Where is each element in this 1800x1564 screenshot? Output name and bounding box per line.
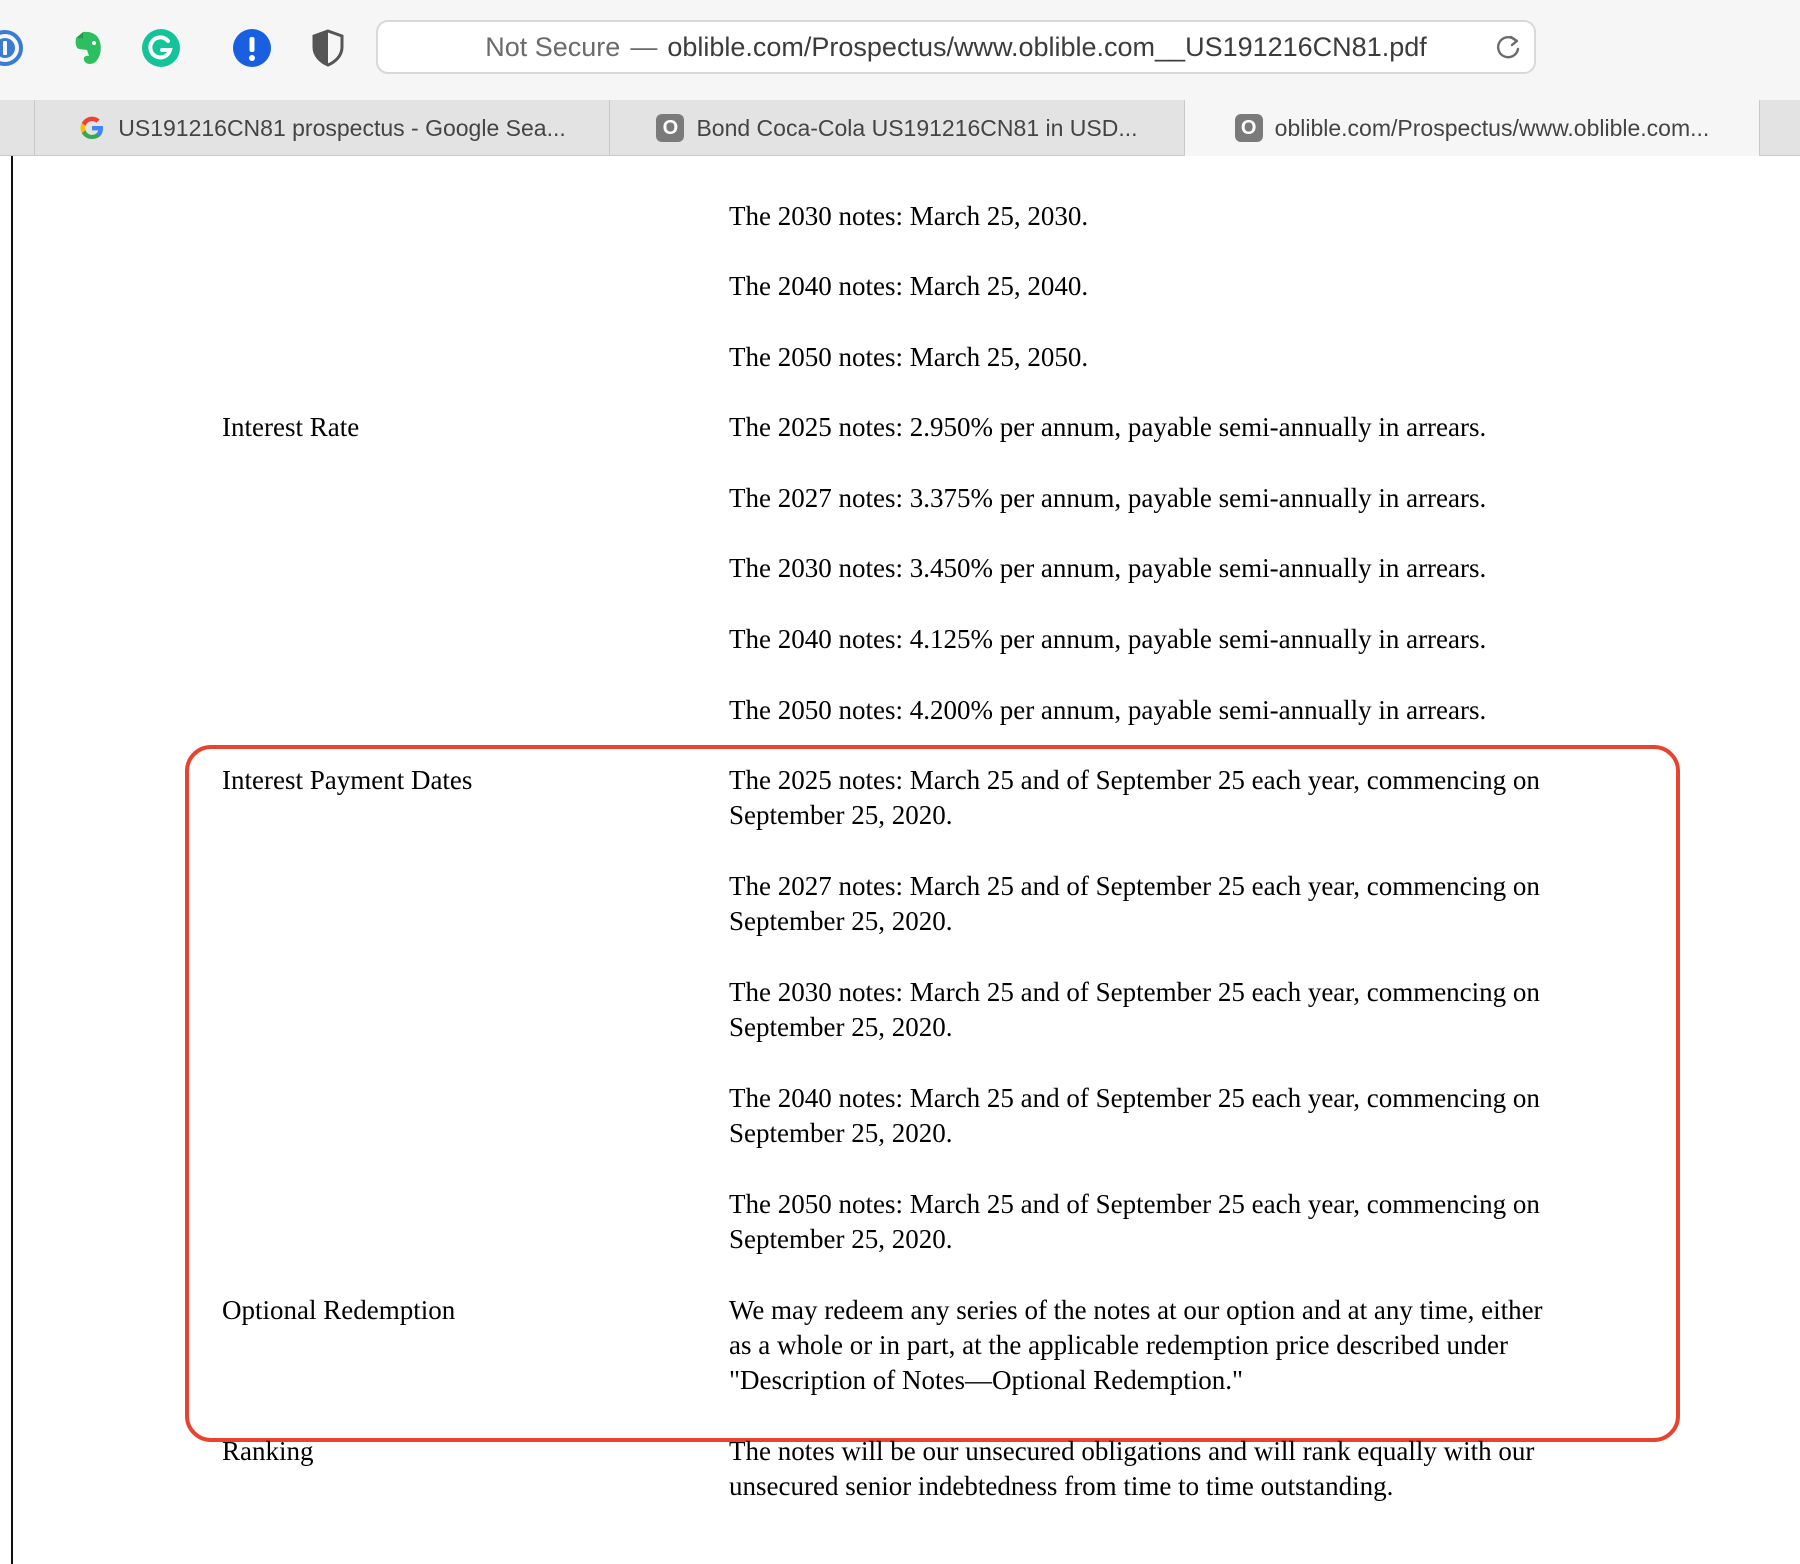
interest-rate-2030: The 2030 notes: 3.450% per annum, payable semi-annually in arrears. bbox=[729, 553, 1487, 583]
tab-label: oblible.com/Prospectus/www.oblible.com... bbox=[1274, 114, 1710, 141]
optional-redemption-label: Optional Redemption bbox=[222, 1295, 456, 1325]
address-separator: — bbox=[630, 31, 658, 62]
ranking-line: unsecured senior indebtedness from time to time outstanding. bbox=[729, 1471, 1394, 1501]
payment-dates-line: The 2040 notes: March 25 and of September 25 each year, commencing on bbox=[729, 1083, 1540, 1113]
maturity-2030: The 2030 notes: March 25, 2030. bbox=[729, 201, 1089, 231]
security-label: Not Secure bbox=[485, 31, 621, 62]
payment-dates-line: September 25, 2020. bbox=[729, 800, 953, 830]
tab-label: US191216CN81 prospectus - Google Sea... bbox=[118, 114, 566, 141]
payment-dates-line: September 25, 2020. bbox=[729, 906, 953, 936]
1password-icon[interactable] bbox=[0, 27, 26, 69]
interest-rate-2050: The 2050 notes: 4.200% per annum, payable semi-annually in arrears. bbox=[729, 695, 1487, 725]
ranking-line: The notes will be our unsecured obligations and will rank equally with our bbox=[729, 1436, 1535, 1466]
interest-rate-2040: The 2040 notes: 4.125% per annum, payable semi-annually in arrears. bbox=[729, 624, 1487, 654]
optional-redemption-line: "Description of Notes—Optional Redemption." bbox=[729, 1365, 1243, 1395]
payment-dates-line: September 25, 2020. bbox=[729, 1012, 953, 1042]
oblible-badge: O bbox=[1235, 114, 1263, 142]
payment-dates-2050 bbox=[729, 1187, 1609, 1257]
payment-dates-line: The 2027 notes: March 25 and of September 25 each year, commencing on bbox=[729, 871, 1540, 901]
tab-bar bbox=[0, 100, 1800, 156]
oblible-icon bbox=[1235, 114, 1263, 142]
tab-oblible-prospectus[interactable] bbox=[1184, 100, 1760, 156]
ranking-text bbox=[729, 1434, 1609, 1504]
tab-bond-coca-cola[interactable] bbox=[609, 100, 1184, 156]
url-text: oblible.com/Prospectus/www.oblible.com__US191216CN81.pdf bbox=[667, 31, 1427, 62]
browser-toolbar bbox=[0, 0, 1800, 100]
interest-rate-label: Interest Rate bbox=[222, 412, 360, 442]
payment-dates-2025 bbox=[729, 763, 1609, 833]
address-bar[interactable] bbox=[376, 20, 1536, 74]
payment-dates-2027 bbox=[729, 869, 1609, 939]
payment-dates-line: The 2050 notes: March 25 and of September 25 each year, commencing on bbox=[729, 1189, 1540, 1219]
google-icon bbox=[78, 114, 106, 142]
ranking-label: Ranking bbox=[222, 1436, 314, 1466]
payment-dates-2030 bbox=[729, 975, 1609, 1045]
payment-dates-2040 bbox=[729, 1081, 1609, 1151]
pdf-viewer[interactable] bbox=[0, 156, 1800, 1564]
maturity-2050: The 2050 notes: March 25, 2050. bbox=[729, 342, 1089, 372]
maturity-2040: The 2040 notes: March 25, 2040. bbox=[729, 271, 1089, 301]
grammarly-icon[interactable] bbox=[140, 27, 182, 69]
reload-icon[interactable] bbox=[1492, 32, 1524, 64]
interest-rate-2027: The 2027 notes: 3.375% per annum, payable semi-annually in arrears. bbox=[729, 483, 1487, 513]
payment-dates-line: The 2025 notes: March 25 and of September 25 each year, commencing on bbox=[729, 765, 1540, 795]
page-edge bbox=[11, 156, 13, 1564]
payment-dates-line: September 25, 2020. bbox=[729, 1224, 953, 1254]
oblible-badge: O bbox=[656, 114, 684, 142]
tab-label: Bond Coca-Cola US191216CN81 in USD... bbox=[696, 114, 1138, 141]
evernote-icon[interactable] bbox=[66, 27, 108, 69]
payment-dates-line: September 25, 2020. bbox=[729, 1118, 953, 1148]
shield-icon[interactable] bbox=[307, 27, 349, 69]
oblible-icon bbox=[656, 114, 684, 142]
tab-google-search[interactable] bbox=[34, 100, 609, 156]
optional-redemption-text bbox=[729, 1293, 1609, 1398]
interest-rate-2025: The 2025 notes: 2.950% per annum, payable semi-annually in arrears. bbox=[729, 412, 1487, 442]
optional-redemption-line: We may redeem any series of the notes at our option and at any time, either bbox=[729, 1295, 1543, 1325]
payment-dates-line: The 2030 notes: March 25 and of September 25 each year, commencing on bbox=[729, 977, 1540, 1007]
alert-icon[interactable] bbox=[231, 27, 273, 69]
interest-payment-dates-label: Interest Payment Dates bbox=[222, 765, 473, 795]
optional-redemption-line: as a whole or in part, at the applicable redemption price described under bbox=[729, 1330, 1508, 1360]
